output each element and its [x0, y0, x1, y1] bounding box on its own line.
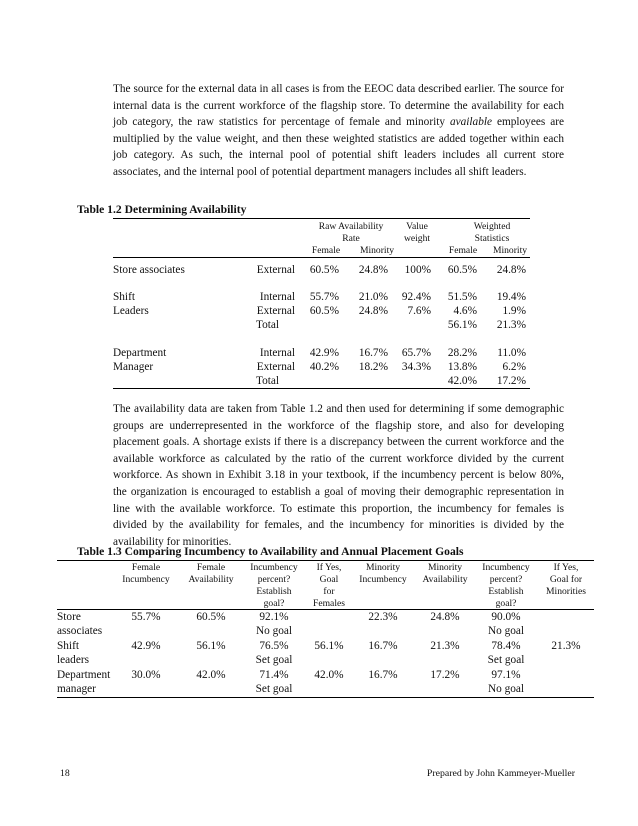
- t13-r1-fgoal: Set goal: [255, 654, 293, 666]
- t12-r5-job: Manager: [113, 361, 154, 373]
- t13-r2-mgoal: No goal: [487, 683, 525, 695]
- table12-top-rule: [113, 218, 530, 219]
- table12-header-rule: [113, 257, 530, 258]
- t12-r4-source: Internal: [259, 347, 295, 359]
- t13-r0-mavail: 24.8%: [430, 611, 460, 623]
- t12-header-minority: Minority: [359, 245, 395, 256]
- t12-r3-source: Total: [256, 319, 280, 331]
- t13-r2-finc: 30.0%: [131, 669, 161, 681]
- t12-r2-weight: 7.6%: [407, 305, 431, 317]
- t12-r4-minority: 16.7%: [358, 347, 388, 359]
- t12-r4-wfemale: 28.2%: [447, 347, 477, 359]
- t13-r1-job1: Shift: [57, 640, 79, 652]
- t13-r1-mgoal: Set goal: [487, 654, 525, 666]
- t13-h5-l0: Minority: [427, 562, 463, 573]
- t13-h3-l1: Goal: [319, 574, 339, 585]
- t12-r0-job: Store associates: [113, 264, 185, 276]
- t13-r1-mavail: 21.3%: [430, 640, 460, 652]
- t12-r1-job: Shift: [113, 291, 135, 303]
- table12-bottom-rule: [113, 388, 530, 389]
- t13-r2-job2: manager: [57, 683, 96, 695]
- availability-paragraph: The availability data are taken from Table 1.2 and then used for determining if some demographic groups are underrepresented in the workforce of the flagship store, and also for developing placement goals. A shortage exists if there is a discrepancy between the current workforce and the available workforce as calculated by the ratio of the current workforce divided by the current workforce. As shown in Exhibit 3.18 in your textbook, if the incumbency percent is below 80%, the organization is encouraged to establish a goal of moving their demographic representation in line with the available workforce. To estimate this proportion, the incumbency for females is divided by the availability for females, and the incumbency for minorities is divided by the availability for minorities.: [113, 403, 564, 548]
- t13-r1-fyes: 56.1%: [314, 640, 344, 652]
- t13-r2-job1: Department: [57, 669, 111, 681]
- table-1-3-caption: Table 1.3 Comparing Incumbency to Availability and Annual Placement Goals: [77, 545, 464, 558]
- table-1-2-caption: Table 1.2 Determining Availability: [77, 203, 247, 216]
- t12-r2-job: Leaders: [113, 305, 149, 317]
- t13-h3-l3: Females: [313, 598, 345, 609]
- t13-r1-fpct: 76.5%: [259, 640, 289, 652]
- t12-r2-source: External: [256, 305, 295, 317]
- t12-r0-female: 60.5%: [309, 264, 339, 276]
- t12-r6-wminority: 17.2%: [496, 375, 526, 387]
- page-number: 18: [60, 768, 70, 779]
- t12-r6-source: Total: [256, 375, 280, 387]
- t13-h5-l1: Availability: [422, 574, 468, 585]
- t12-r3-wfemale: 56.1%: [447, 319, 477, 331]
- t12-r4-job: Department: [113, 347, 167, 359]
- t12-r1-source: Internal: [259, 291, 295, 303]
- footer-credit: Prepared by John Kammeyer-Mueller: [426, 768, 575, 779]
- t12-header-weighted2: Statistics: [474, 233, 510, 244]
- t12-r2-minority: 24.8%: [358, 305, 388, 317]
- t13-h2-l3: goal?: [263, 598, 285, 609]
- t13-h0-l1: Incumbency: [122, 574, 170, 585]
- t13-h6-l2: Establish: [488, 586, 524, 597]
- t13-r0-job2: associates: [57, 625, 103, 637]
- t13-h6-l0: Incumbency: [482, 562, 530, 573]
- t12-header-raw2: Rate: [342, 233, 360, 244]
- t12-r2-wfemale: 4.6%: [453, 305, 477, 317]
- t13-r0-minc: 22.3%: [368, 611, 398, 623]
- t13-r0-fgoal: No goal: [255, 625, 293, 637]
- t13-r2-mavail: 17.2%: [430, 669, 460, 681]
- t12-r5-female: 40.2%: [309, 361, 339, 373]
- t12-r2-female: 60.5%: [309, 305, 339, 317]
- t13-h1-l1: Availability: [188, 574, 234, 585]
- t12-header-value2: weight: [403, 233, 431, 244]
- t13-r0-mgoal: No goal: [487, 625, 525, 637]
- t12-r2-wminority: 1.9%: [502, 305, 526, 317]
- t12-r6-wfemale: 42.0%: [447, 375, 477, 387]
- t13-r2-favail: 42.0%: [196, 669, 226, 681]
- t12-r5-wfemale: 13.8%: [447, 361, 477, 373]
- t13-h7-l1: Goal for: [549, 574, 583, 585]
- t13-h4-l1: Incumbency: [359, 574, 407, 585]
- t12-r5-wminority: 6.2%: [502, 361, 526, 373]
- t13-h6-l3: goal?: [495, 598, 517, 609]
- t12-r4-weight: 65.7%: [401, 347, 431, 359]
- t13-h3-l0: If Yes,: [316, 562, 342, 573]
- t13-r1-mpct: 78.4%: [491, 640, 521, 652]
- t12-header-female: Female: [311, 245, 341, 256]
- t12-r0-weight: 100%: [404, 264, 431, 276]
- t13-r0-finc: 55.7%: [131, 611, 161, 623]
- t12-r5-weight: 34.3%: [401, 361, 431, 373]
- t13-r0-fpct: 92.1%: [259, 611, 289, 623]
- table13-bottom-rule: [57, 697, 594, 698]
- t13-h0-l0: Female: [131, 562, 161, 573]
- t12-r5-source: External: [256, 361, 295, 373]
- t13-r2-minc: 16.7%: [368, 669, 398, 681]
- t13-r0-mpct: 90.0%: [491, 611, 521, 623]
- t13-r2-fpct: 71.4%: [259, 669, 289, 681]
- t12-r1-minority: 21.0%: [358, 291, 388, 303]
- t13-r1-job2: leaders: [57, 654, 89, 666]
- t12-header-value1: Value: [406, 221, 428, 232]
- t13-r2-fgoal: Set goal: [255, 683, 293, 695]
- t12-r0-minority: 24.8%: [358, 264, 388, 276]
- t13-h4-l0: Minority: [365, 562, 401, 573]
- t12-r0-wminority: 24.8%: [496, 264, 526, 276]
- t13-h7-l0: If Yes,: [553, 562, 579, 573]
- t12-header-wfemale: Female: [448, 245, 478, 256]
- t13-r1-myes: 21.3%: [551, 640, 581, 652]
- t12-r1-wfemale: 51.5%: [447, 291, 477, 303]
- t13-h2-l1: percent?: [257, 574, 291, 585]
- t12-r4-wminority: 11.0%: [497, 347, 526, 359]
- intro-paragraph: The source for the external data in all cases is from the EEOC data described earlier. The source for internal data is the current workforce of the flagship store. To determine the availability for each job category, the raw statistics for percentage of female and minority available employees are multiplied by the value weight, and then these weighted statistics are added together within each job category. As such, the internal pool of potential shift leaders includes all current store associates, and the internal pool of potential department managers includes all shift leaders.: [113, 83, 564, 178]
- t13-r2-fyes: 42.0%: [314, 669, 344, 681]
- t13-h6-l1: percent?: [489, 574, 523, 585]
- t13-r0-favail: 60.5%: [196, 611, 226, 623]
- t12-r3-wminority: 21.3%: [496, 319, 526, 331]
- t13-r0-job1: Store: [57, 611, 81, 623]
- t12-header-raw1: Raw Availability: [318, 221, 384, 232]
- t13-r1-finc: 42.9%: [131, 640, 161, 652]
- t12-header-wminority: Minority: [492, 245, 528, 256]
- t12-r1-weight: 92.4%: [401, 291, 431, 303]
- t13-h3-l2: for: [323, 586, 335, 597]
- t13-r1-minc: 16.7%: [368, 640, 398, 652]
- t13-r1-favail: 56.1%: [196, 640, 226, 652]
- t12-r1-female: 55.7%: [309, 291, 339, 303]
- t13-h2-l2: Establish: [256, 586, 292, 597]
- t12-header-weighted1: Weighted: [473, 221, 511, 232]
- italic-available: available: [449, 116, 492, 129]
- t13-h7-l2: Minorities: [546, 586, 586, 597]
- t13-h2-l0: Incumbency: [250, 562, 298, 573]
- t12-r0-source: External: [256, 264, 295, 276]
- t12-r1-wminority: 19.4%: [496, 291, 526, 303]
- t12-r4-female: 42.9%: [309, 347, 339, 359]
- t12-r0-wfemale: 60.5%: [447, 264, 477, 276]
- t13-h1-l0: Female: [196, 562, 226, 573]
- t13-r2-mpct: 97.1%: [491, 669, 521, 681]
- table13-top-rule: [57, 560, 594, 561]
- t12-r5-minority: 18.2%: [358, 361, 388, 373]
